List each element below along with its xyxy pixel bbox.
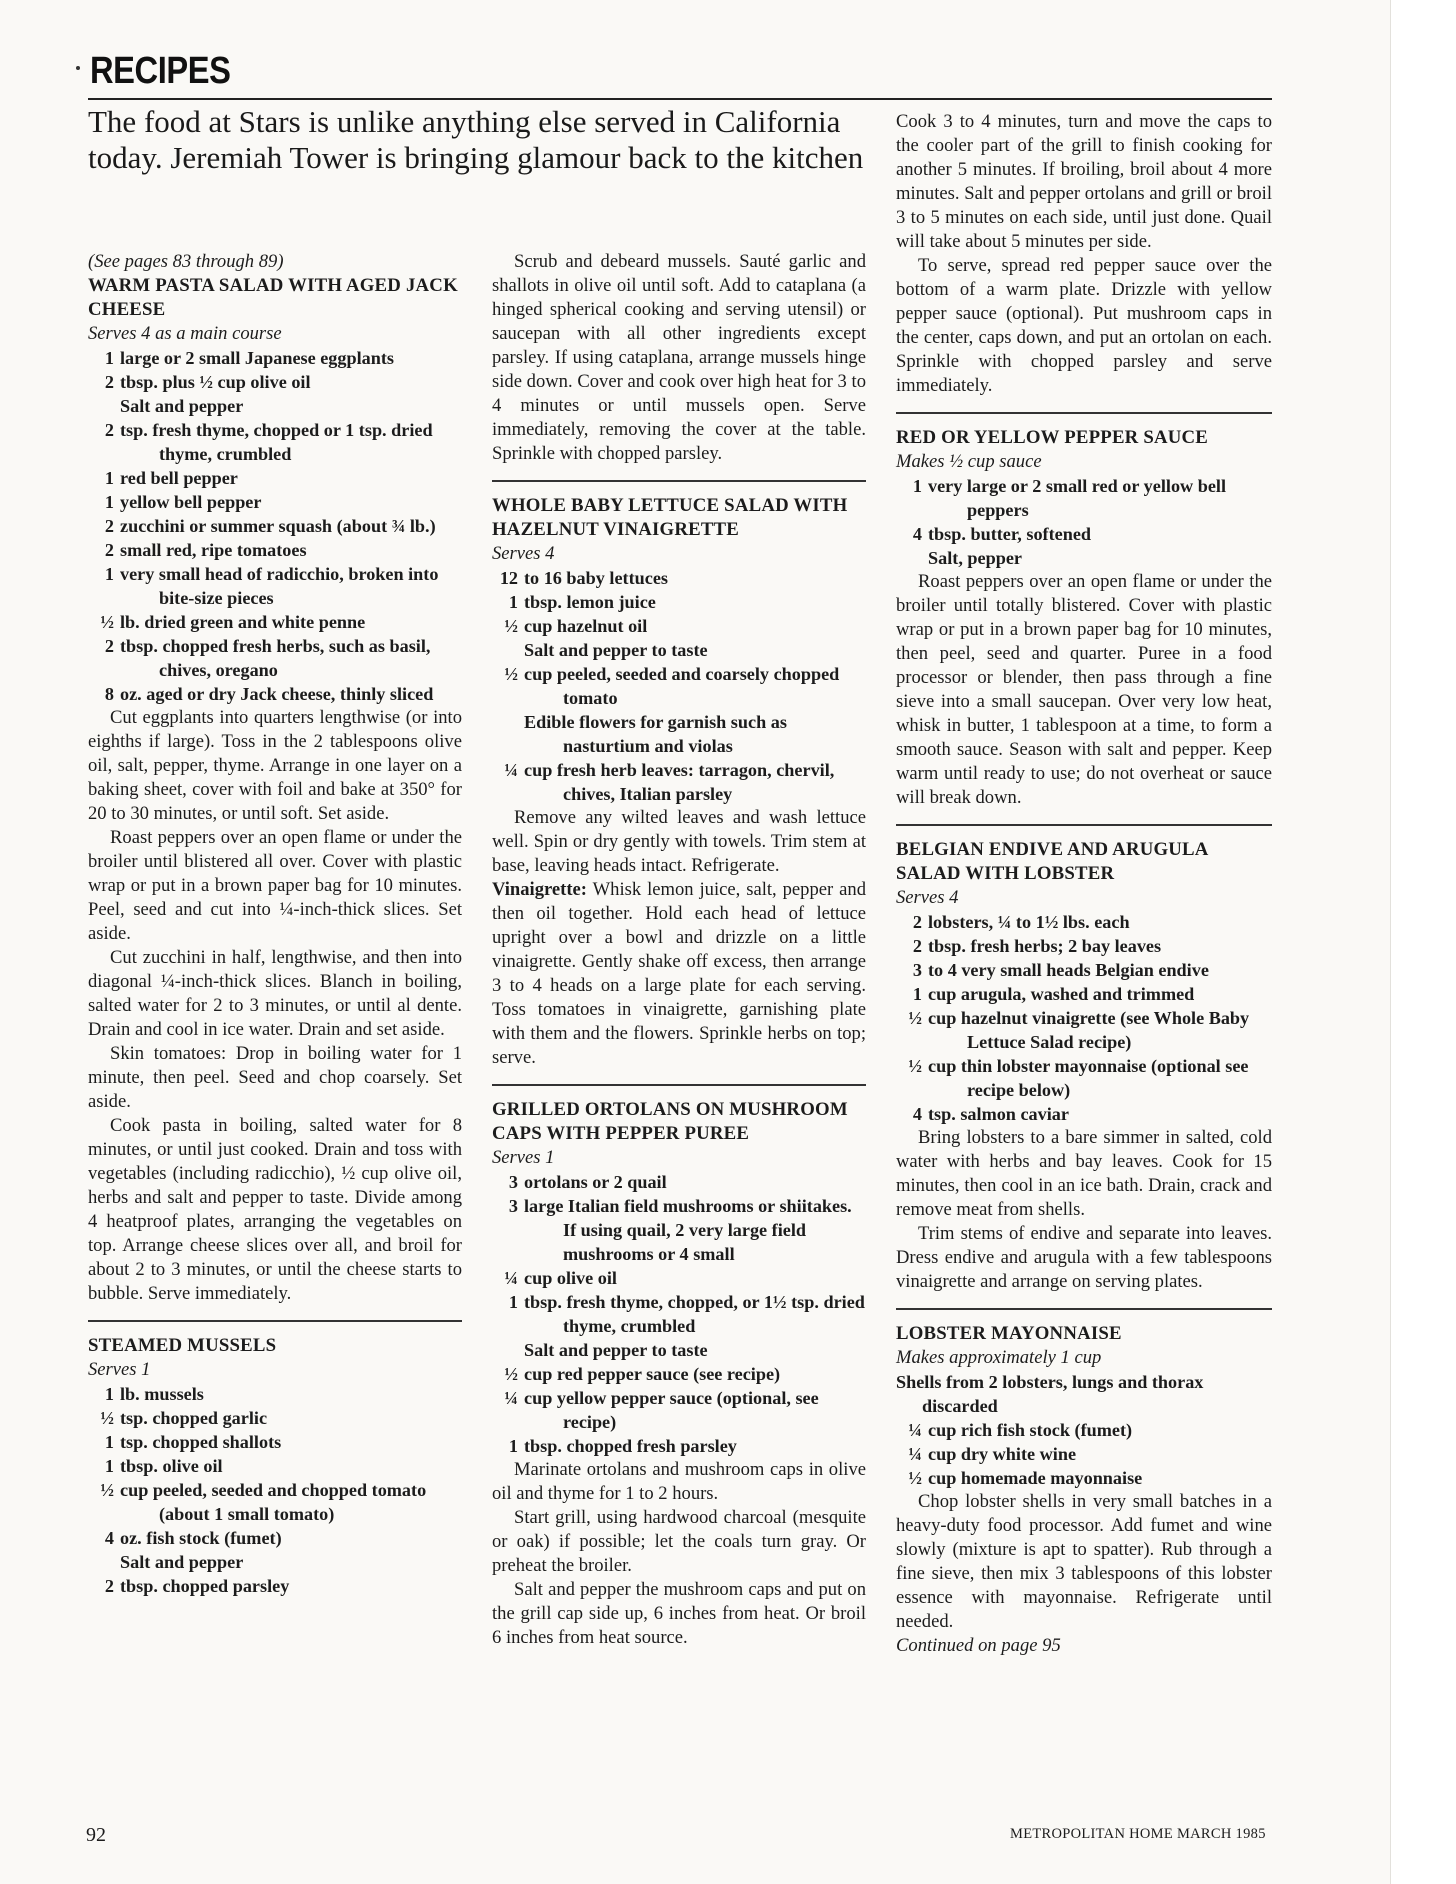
recipe-serves: Serves 1 [492,1147,555,1168]
ingredient-quantity: ¼ [504,760,518,780]
recipe-serves: Makes ½ cup sauce [896,451,1042,472]
ingredient-item [492,1362,866,1386]
ingredient-item [896,1442,1272,1466]
ingredient-list [88,1382,462,1598]
ingredient-quantity: 4 [912,524,922,544]
ingredient-list [896,910,1272,1126]
ingredient-list [492,566,866,806]
ingredient-text: tbsp. chopped fresh parsley [524,1436,737,1456]
ingredient-item [88,1382,462,1406]
ingredient-item [492,1434,866,1458]
ingredient-item [88,490,462,514]
ingredient-text: cup yellow pepper sauce (optional, see recipe) [524,1388,819,1432]
ingredient-list [896,1418,1272,1490]
recipe-title-endive: BELGIAN ENDIVE AND ARUGULA SALAD WITH LOBSTER [896,839,1208,884]
ingredient-text: ortolans or 2 quail [524,1172,667,1192]
step-paragraph: Roast peppers over an open flame or under the broiler until totally blistered. Cover with plastic wrap or put in a brown paper bag for 10 minutes, then peel, seed and quarter. Puree in a food processor or blender, then pass through a fine sieve into a small saucepan. Over very low heat, whisk in butter, 1 tablespoon at a time, to form a smooth sauce. Season with salt and pepper. Keep warm until ready to use; do not overheat or sauce will break down. [896,571,1272,808]
ingredient-item [492,566,866,590]
ingredient-quantity: 2 [104,636,114,656]
ingredient-item [896,1466,1272,1490]
ingredient-text: Edible flowers for garnish such as nasturtium and violas [524,712,787,756]
step-paragraph: Cut zucchini in half, lengthwise, and then into diagonal ¼-inch-thick slices. Blanch in boiling, salted water for 2 to 3 minutes, or until al dente. Drain and cool in ice water. Drain and set aside. [88,947,462,1040]
ingredient-text: tsp. fresh thyme, chopped or 1 tsp. dried thyme, crumbled [120,420,433,464]
ingredient-text: Salt and pepper to taste [524,1340,708,1360]
ingredient-text: tsp. chopped shallots [120,1432,282,1452]
ingredient-text: tbsp. chopped fresh herbs, such as basil, chives, oregano [120,636,431,680]
column-1 [88,250,462,1598]
ingredient-quantity [88,1550,120,1574]
ingredient-quantity: 8 [104,684,114,704]
ingredient-item [492,1194,866,1266]
section-rule [896,1308,1272,1310]
ingredient-item [896,958,1272,982]
continued-note: Continued on page 95 [896,1635,1061,1656]
ingredient-item [896,474,1272,522]
ingredient-item [492,758,866,806]
ingredient-list [492,1170,866,1458]
ingredient-quantity: 2 [104,372,114,392]
recipe-title-mayo: LOBSTER MAYONNAISE [896,1323,1122,1344]
ingredient-quantity: ½ [908,1008,922,1028]
ingredient-text: cup olive oil [524,1268,617,1288]
ingredient-text: cup red pepper sauce (see recipe) [524,1364,781,1384]
ingredient-text: tsp. chopped garlic [120,1408,268,1428]
ingredient-text: tbsp. fresh herbs; 2 bay leaves [928,936,1162,956]
ingredient-quantity: ¼ [908,1444,922,1464]
ingredient-text: lb. dried green and white penne [120,612,366,632]
ingredient-text: lobsters, ¼ to 1½ lbs. each [928,912,1130,932]
ingredient-item [492,710,866,758]
ingredient-item [88,1550,462,1574]
step-paragraph: Chop lobster shells in very small batches in a heavy-duty food processor. Add fumet and wine slowly (mixture is apt to spatter). Rub through a fine sieve, then mix 3 tablespoons of this lobster essence with mayonnaise. Refrigerate until needed. [896,1491,1272,1632]
step-paragraph: Scrub and debeard mussels. Sauté garlic and shallots in olive oil until soft. Add to cataplana (a hinged spherical cooking and serving utensil) or saucepan with all other ingredients except parsley. If using cataplana, arrange mussels hinge side down. Cover and cook over high heat for 3 to 4 minutes or until mussels open. Serve immediately, removing the cover at the table. Sprinkle with chopped parsley. [492,251,866,464]
ingredient-text: cup hazelnut oil [524,616,648,636]
ingredient-item [492,662,866,710]
ingredient-item [88,1454,462,1478]
ingredient-quantity: 1 [508,1292,518,1312]
section-rule [896,412,1272,414]
ingredient-quantity: ½ [504,664,518,684]
section-rule [492,1084,866,1086]
step-paragraph: To serve, spread red pepper sauce over the bottom of a warm plate. Drizzle with yellow pepper sauce (optional). Put mushroom caps in the center, caps down, and put an ortolan on each. Sprinkle with chopped parsley and serve immediately. [896,255,1272,396]
ingredient-quantity: 1 [104,468,114,488]
ingredient-item [88,1574,462,1598]
ingredient-text: yellow bell pepper [120,492,262,512]
step-paragraph: Salt and pepper the mushroom caps and put on the grill cap side up, 6 inches from heat. Or broil 6 inches from heat source. [492,1579,866,1648]
ingredient-text: very small head of radicchio, broken into bite-size pieces [120,564,439,608]
ingredient-item [88,634,462,682]
ingredient-lead [896,1370,1272,1418]
ingredient-quantity: ½ [100,1480,114,1500]
step-paragraph: Cook pasta in boiling, salted water for 8 minutes, or until just cooked. Drain and toss with vegetables (including radicchio), ½ cup olive oil, herbs and salt and pepper to taste. Divide among 4 heatproof plates, arranging the vegetables on top. Arrange cheese slices over all, and broil for about 2 to 3 minutes, or until the cheese starts to bubble. Serve immediately. [88,1115,462,1304]
recipe-serves: Makes approximately 1 cup [896,1347,1102,1368]
ingredient-quantity: 1 [104,1456,114,1476]
recipe-serves: Serves 4 [492,543,555,564]
section-rule [492,480,866,482]
ingredient-item [88,394,462,418]
ingredient-item [88,1478,462,1526]
ingredient-text: zucchini or summer squash (about ¾ lb.) [120,516,436,536]
section-label: RECIPES [90,50,231,92]
column-2 [492,250,866,1650]
ingredient-item [88,346,462,370]
ingredient-quantity [492,1338,524,1362]
ingredient-item [896,546,1272,570]
ingredient-text: small red, ripe tomatoes [120,540,307,560]
ingredient-quantity: ½ [908,1056,922,1076]
ingredient-item [492,1338,866,1362]
ingredient-item [88,538,462,562]
ingredient-item [896,1102,1272,1126]
ingredient-quantity: ½ [504,1364,518,1384]
step-paragraph: Start grill, using hardwood charcoal (mesquite or oak) if possible; let the coals turn gray. Or preheat the broiler. [492,1507,866,1576]
ingredient-item [88,610,462,634]
ingredient-quantity: 3 [508,1172,518,1192]
ingredient-text: tsp. salmon caviar [928,1104,1069,1124]
ingredient-text: cup rich fish stock (fumet) [928,1420,1133,1440]
ingredient-item [492,590,866,614]
ingredient-item [88,562,462,610]
ingredient-text: cup arugula, washed and trimmed [928,984,1195,1004]
ingredient-text: Salt, pepper [928,548,1022,568]
ingredient-text: cup fresh herb leaves: tarragon, chervil, chives, Italian parsley [524,760,835,804]
step-paragraph: Roast peppers over an open flame or under the broiler until blistered all over. Cover with plastic wrap or put in a brown paper bag for 10 minutes. Peel, seed and cut into ¼-inch-thick slices. Set aside. [88,827,462,944]
section-rule [88,1320,462,1322]
recipe-title-mussels: STEAMED MUSSELS [88,1335,277,1356]
ingredient-quantity: 1 [104,492,114,512]
ingredient-quantity: ¼ [504,1388,518,1408]
recipe-title-sauce: RED OR YELLOW PEPPER SAUCE [896,427,1208,448]
ingredient-item [896,982,1272,1006]
ingredient-quantity: 1 [104,348,114,368]
ingredient-text: to 4 very small heads Belgian endive [928,960,1209,980]
ingredient-item [88,1406,462,1430]
ingredient-text: Salt and pepper [120,1552,244,1572]
ingredient-text: tbsp. lemon juice [524,592,656,612]
ingredient-quantity: 1 [912,984,922,1004]
ingredient-text: lb. mussels [120,1384,204,1404]
ingredient-text: tbsp. chopped parsley [120,1576,290,1596]
step-paragraph: Marinate ortolans and mushroom caps in olive oil and thyme for 1 to 2 hours. [492,1459,866,1504]
ingredient-text: oz. fish stock (fumet) [120,1528,282,1548]
ingredient-item [492,638,866,662]
ingredient-quantity: ½ [100,1408,114,1428]
ingredient-item [896,910,1272,934]
ingredient-text: tbsp. butter, softened [928,524,1092,544]
ingredient-quantity: 2 [104,516,114,536]
ingredient-quantity: ½ [100,612,114,632]
ingredient-quantity [492,638,524,662]
ingredient-quantity: 1 [104,1384,114,1404]
ingredient-item [492,1266,866,1290]
ingredient-quantity: 2 [912,936,922,956]
ingredient-item [492,1290,866,1338]
ingredient-text: large Italian field mushrooms or shiitakes. If using quail, 2 very large field mushrooms or 4 small [524,1196,852,1264]
ingredient-item [88,370,462,394]
ingredient-text: cup peeled, seeded and chopped tomato (about 1 small tomato) [120,1480,427,1524]
ingredient-item [88,682,462,706]
ingredient-quantity: ¼ [908,1420,922,1440]
ingredient-text: cup peeled, seeded and coarsely chopped tomato [524,664,840,708]
ingredient-quantity: 2 [104,1576,114,1596]
ingredient-quantity: 1 [508,592,518,612]
ingredient-text: large or 2 small Japanese eggplants [120,348,394,368]
ingredient-quantity: 1 [104,564,114,584]
top-rule [88,98,1272,100]
publication-credit: METROPOLITAN HOME MARCH 1985 [1010,1826,1266,1842]
ingredient-list [896,474,1272,570]
recipe-serves: Serves 4 as a main course [88,323,282,344]
ingredient-item [88,1430,462,1454]
step-paragraph: Skin tomatoes: Drop in boiling water for 1 minute, then peel. Seed and chop coarsely. Set aside. [88,1043,462,1112]
step-paragraph: Trim stems of endive and separate into leaves. Dress endive and arugula with a few tablespoons vinaigrette and arrange on serving plates. [896,1223,1272,1292]
step-paragraph: Bring lobsters to a bare simmer in salted, cold water with herbs and bay leaves. Cook for 15 minutes, then cool in an ice bath. Drain, crack and remove meat from shells. [896,1127,1272,1220]
ingredient-item [88,418,462,466]
ingredient-text: oz. aged or dry Jack cheese, thinly sliced [120,684,434,704]
ingredient-text: tbsp. fresh thyme, chopped, or 1½ tsp. dried thyme, crumbled [524,1292,865,1336]
recipe-serves: Serves 4 [896,887,959,908]
ingredient-quantity: 2 [912,912,922,932]
ingredient-quantity: 12 [499,568,518,588]
ingredient-quantity: ½ [504,616,518,636]
ingredient-quantity: 2 [104,420,114,440]
ingredient-text: tbsp. plus ½ cup olive oil [120,372,311,392]
ingredient-text: to 16 baby lettuces [524,568,668,588]
step-paragraph: Cut eggplants into quarters lengthwise (or into eighths if large). Toss in the 2 tablespoons olive oil, salt, pepper, thyme. Arrange in one layer on a baking sheet, cover with foil and bake at 350° for 20 to 30 minutes, or until soft. Set aside. [88,707,462,824]
ingredient-quantity: 4 [104,1528,114,1548]
ingredient-text: Shells from 2 lobsters, lungs and thorax discarded [896,1372,1204,1416]
ingredient-item [896,934,1272,958]
ingredient-quantity [88,394,120,418]
recipe-serves: Serves 1 [88,1359,151,1380]
page-number: 92 [86,1824,106,1846]
ingredient-quantity: 2 [104,540,114,560]
ingredient-item [896,1418,1272,1442]
ingredient-item [896,1006,1272,1054]
ingredient-item [88,514,462,538]
see-pages-note: (See pages 83 through 89) [88,251,284,272]
vinaigrette-text: Whisk lemon juice, salt, pepper and then oil together. Hold each head of lettuce upright over a bowl and drizzle on a little vinaigrette. Gently shake off excess, then arrange 3 to 4 heads on a large plate for each serving. Toss tomatoes in vinaigrette, garnishing plate with them and the flowers. Sprinkle herbs on top; serve. [492,879,866,1068]
ingredient-text: tbsp. olive oil [120,1456,223,1476]
ingredient-text: Salt and pepper to taste [524,640,708,660]
recipe-title-pasta: WARM PASTA SALAD WITH AGED JACK CHEESE [88,275,458,320]
ingredient-quantity: ½ [908,1468,922,1488]
ingredient-quantity: 3 [912,960,922,980]
recipe-title-lettuce: WHOLE BABY LETTUCE SALAD WITH HAZELNUT VINAIGRETTE [492,495,848,540]
ingredient-quantity: 1 [104,1432,114,1452]
ingredient-text: cup homemade mayonnaise [928,1468,1143,1488]
ingredient-quantity [492,710,524,758]
ingredient-item [896,1054,1272,1102]
step-paragraph [492,878,866,1070]
headline: The food at Stars is unlike anything else served in California today. Jeremiah Tower is bringing glamour back to the kitchen [88,104,864,175]
ingredient-quantity: 4 [912,1104,922,1124]
ingredient-text: red bell pepper [120,468,238,488]
ingredient-quantity: ¼ [504,1268,518,1288]
ingredient-quantity [896,546,928,570]
ingredient-item [492,1386,866,1434]
column-3 [896,110,1272,1658]
ingredient-item [492,1170,866,1194]
step-paragraph: Remove any wilted leaves and wash lettuce well. Spin or dry gently with towels. Trim stem at base, leaving heads intact. Refrigerate. [492,807,866,876]
ingredient-list [88,346,462,706]
recipe-steps [88,706,462,1306]
ingredient-text: cup hazelnut vinaigrette (see Whole Baby Lettuce Salad recipe) [928,1008,1250,1052]
ingredient-item [88,1526,462,1550]
bullet-dot [76,66,80,70]
ingredient-item [492,614,866,638]
ingredient-text: cup dry white wine [928,1444,1077,1464]
section-rule [896,824,1272,826]
ingredient-item [896,522,1272,546]
ingredient-text: Salt and pepper [120,396,244,416]
step-paragraph: Cook 3 to 4 minutes, turn and move the caps to the cooler part of the grill to finish cooking for another 5 minutes. If broiling, broil about 4 more minutes. Salt and pepper ortolans and grill or broil 3 to 5 minutes on each side, until just done. Quail will take about 5 minutes per side. [896,111,1272,252]
ingredient-text: very large or 2 small red or yellow bell peppers [928,476,1227,520]
ingredient-quantity: 1 [912,476,922,496]
recipe-title-ortolans: GRILLED ORTOLANS ON MUSHROOM CAPS WITH PEPPER PUREE [492,1099,848,1144]
ingredient-quantity: 1 [508,1436,518,1456]
vinaigrette-label: Vinaigrette: [492,879,588,900]
ingredient-quantity: 3 [508,1196,518,1216]
ingredient-text: cup thin lobster mayonnaise (optional see recipe below) [928,1056,1249,1100]
ingredient-item [88,466,462,490]
